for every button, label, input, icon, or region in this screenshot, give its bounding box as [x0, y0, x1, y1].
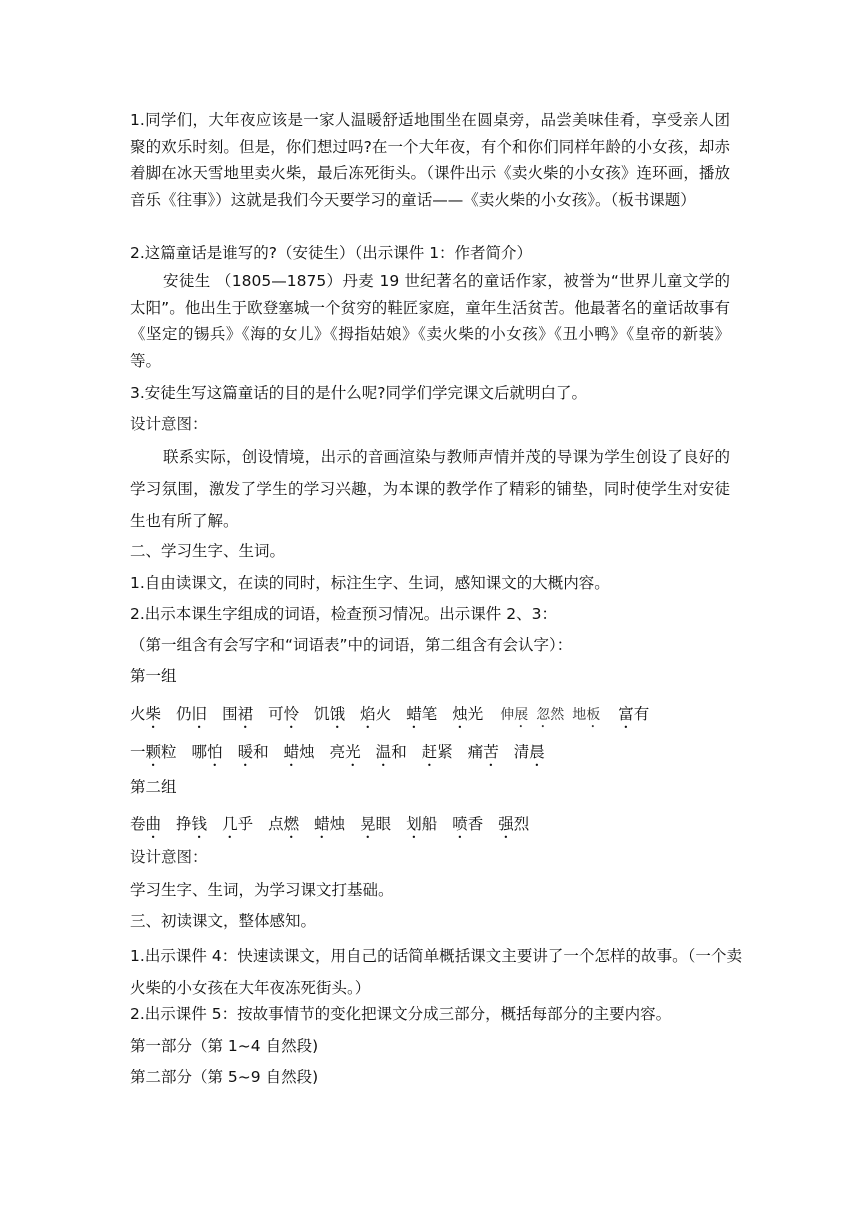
vocab-word: 蜡笔	[406, 705, 438, 723]
section2-step-1: 1.自由读课文，在读的同时，标注生字、生词，感知课文的大概内容。	[130, 574, 610, 592]
emphasized-character: 颗	[145, 743, 162, 761]
emphasized-character: 旧	[191, 705, 208, 723]
emphasized-character: 几	[222, 815, 238, 833]
vocab-word: 蜡烛	[314, 815, 346, 833]
vocab-word: 焰火	[360, 705, 392, 723]
vocab-word: 富有	[618, 705, 650, 723]
section2-step-2: 2.出示本课生字组成的词语，检查预习情况。出示课件 2、3：	[130, 605, 557, 623]
intro-paragraph-1: 1.同学们，大年夜应该是一家人温暖舒适地围坐在圆桌旁，品尝美味佳肴，享受亲人团聚的欢乐时刻。但是，你们想过吗?在一个大年夜，有个和你们同样年龄的小女孩，却赤着脚在冰天雪地里卖火柴，最后冻死街头。（课件出示《卖火柴的小女孩》连环画，播放音乐《往事》）这就是我们今天要学习的童话——《卖火柴的小女孩》。（板书课题）	[130, 111, 730, 209]
vocab-word: 一颗粒	[130, 743, 177, 761]
part-1-label: 第一部分（第 1~4 自然段)	[130, 1037, 319, 1055]
vocab-word: 可怜	[268, 705, 300, 723]
vocab-word: 卷曲	[130, 815, 162, 833]
emphasized-character: 强	[498, 815, 514, 833]
vocab-word: 忽然	[536, 707, 565, 723]
vocab-word: 清晨	[513, 743, 545, 761]
design-intent-text: 联系实际，创设情境，出示的音画渲染与教师声情并茂的导课为学生创设了良好的学习氛围，激发了学生的学习兴趣，为本课的教学作了精彩的铺垫，同时使学生对安徒生也有所了解。	[130, 448, 730, 530]
emphasized-character: 晨	[529, 743, 545, 761]
vocab-word: 痛苦	[467, 743, 499, 761]
emphasized-character: 板	[586, 707, 601, 723]
vocab-word: 亮光	[329, 743, 361, 761]
part-2-label: 第二部分（第 5~9 自然段)	[130, 1068, 319, 1086]
group1-label: 第一组	[130, 667, 177, 685]
vocab-word: 喷香	[452, 815, 484, 833]
group1-word-row-1	[130, 701, 750, 732]
emphasized-character: 喷	[452, 815, 468, 833]
vocab-word: 饥饿	[314, 705, 346, 723]
emphasized-character: 蜡	[283, 743, 300, 761]
emphasized-character: 忽	[536, 707, 551, 723]
emphasized-character: 钱	[191, 815, 208, 833]
vocab-word: 仍旧	[176, 705, 208, 723]
intro-paragraph-2: 2.这篇童话是谁写的?（安徒生）（出示课件 1：作者简介）	[130, 244, 533, 262]
design-intent-text-2: 学习生字、生词，为学习课文打基础。	[130, 881, 394, 899]
emphasized-character: 展	[514, 707, 529, 723]
group2-word-row	[130, 811, 750, 842]
vocab-word: 强烈	[498, 815, 530, 833]
emphasized-character: 曲	[145, 815, 162, 833]
emphasized-character: 怜	[283, 705, 300, 723]
vocab-word: 烛光	[452, 705, 484, 723]
emphasized-character: 蜡	[406, 705, 422, 723]
vocab-word: 温和	[375, 743, 407, 761]
group1-word-row-2	[130, 739, 750, 770]
emphasized-character: 赶	[421, 743, 438, 761]
emphasized-character: 暖	[237, 743, 254, 761]
vocab-word: 赶紧	[421, 743, 453, 761]
section-heading-3: 三、初读课文，整体感知。	[130, 912, 317, 930]
vocab-word: 暖和	[237, 743, 269, 761]
vocab-word: 划船	[406, 815, 438, 833]
section3-step-1: 1.出示课件 4：快速读课文，用自己的话简单概括课文主要讲了一个怎样的故事。（一个卖火柴的小女孩在大年夜冻死街头。）	[130, 947, 742, 997]
emphasized-character: 温	[375, 743, 392, 761]
emphasized-character: 烛	[452, 705, 468, 723]
section-heading-2: 二、学习生字、生词。	[130, 542, 286, 560]
emphasized-character: 饿	[329, 705, 346, 723]
vocab-word: 挣钱	[176, 815, 208, 833]
emphasized-character: 苦	[483, 743, 499, 761]
emphasized-character: 怕	[207, 743, 223, 761]
design-intent-label: 设计意图：	[130, 415, 208, 433]
vocab-word: 哪怕	[191, 743, 223, 761]
vocab-word: 火柴	[130, 705, 162, 723]
vocab-word: 几乎	[222, 815, 254, 833]
section3-step-2: 2.出示课件 5：按故事情节的变化把课文分成三部分，概括每部分的主要内容。	[130, 1005, 672, 1023]
vocab-word: 伸展	[500, 707, 529, 723]
vocab-word: 地板	[572, 707, 601, 723]
vocab-word: 蜡烛	[283, 743, 315, 761]
emphasized-character: 裙	[237, 705, 254, 723]
emphasized-character: 柴	[145, 705, 162, 723]
emphasized-character: 晃	[360, 815, 376, 833]
emphasized-character: 光	[345, 743, 361, 761]
emphasized-character: 焰	[360, 705, 376, 723]
emphasized-character: 划	[406, 815, 422, 833]
emphasized-character: 蜡	[314, 815, 330, 833]
intro-paragraph-4: 3.安徒生写这篇童话的目的是什么呢?同学们学完课文后就明白了。	[130, 384, 588, 402]
design-intent-label-2: 设计意图：	[130, 848, 208, 866]
vocab-word: 点燃	[268, 815, 300, 833]
emphasized-character: 富	[618, 705, 634, 723]
vocab-word: 晃眼	[360, 815, 392, 833]
author-intro-paragraph: 安徒生 （1805—1875）丹麦 19 世纪著名的童话作家，被誉为“世界儿童文学的太阳”。他出生于欧登塞城一个贫穷的鞋匠家庭，童年生活贫苦。他最著名的童话故事有《坚定的锡兵》《海的女儿》《拇指姑娘》《卖火柴的小女孩》《丑小鸭》《皇帝的新装》等。	[130, 272, 730, 370]
group2-label: 第二组	[130, 778, 177, 796]
section2-step-3: （第一组含有会写字和“词语表”中的词语，第二组含有会认字）：	[130, 636, 573, 654]
emphasized-character: 燃	[283, 815, 300, 833]
vocab-word: 围裙	[222, 705, 254, 723]
